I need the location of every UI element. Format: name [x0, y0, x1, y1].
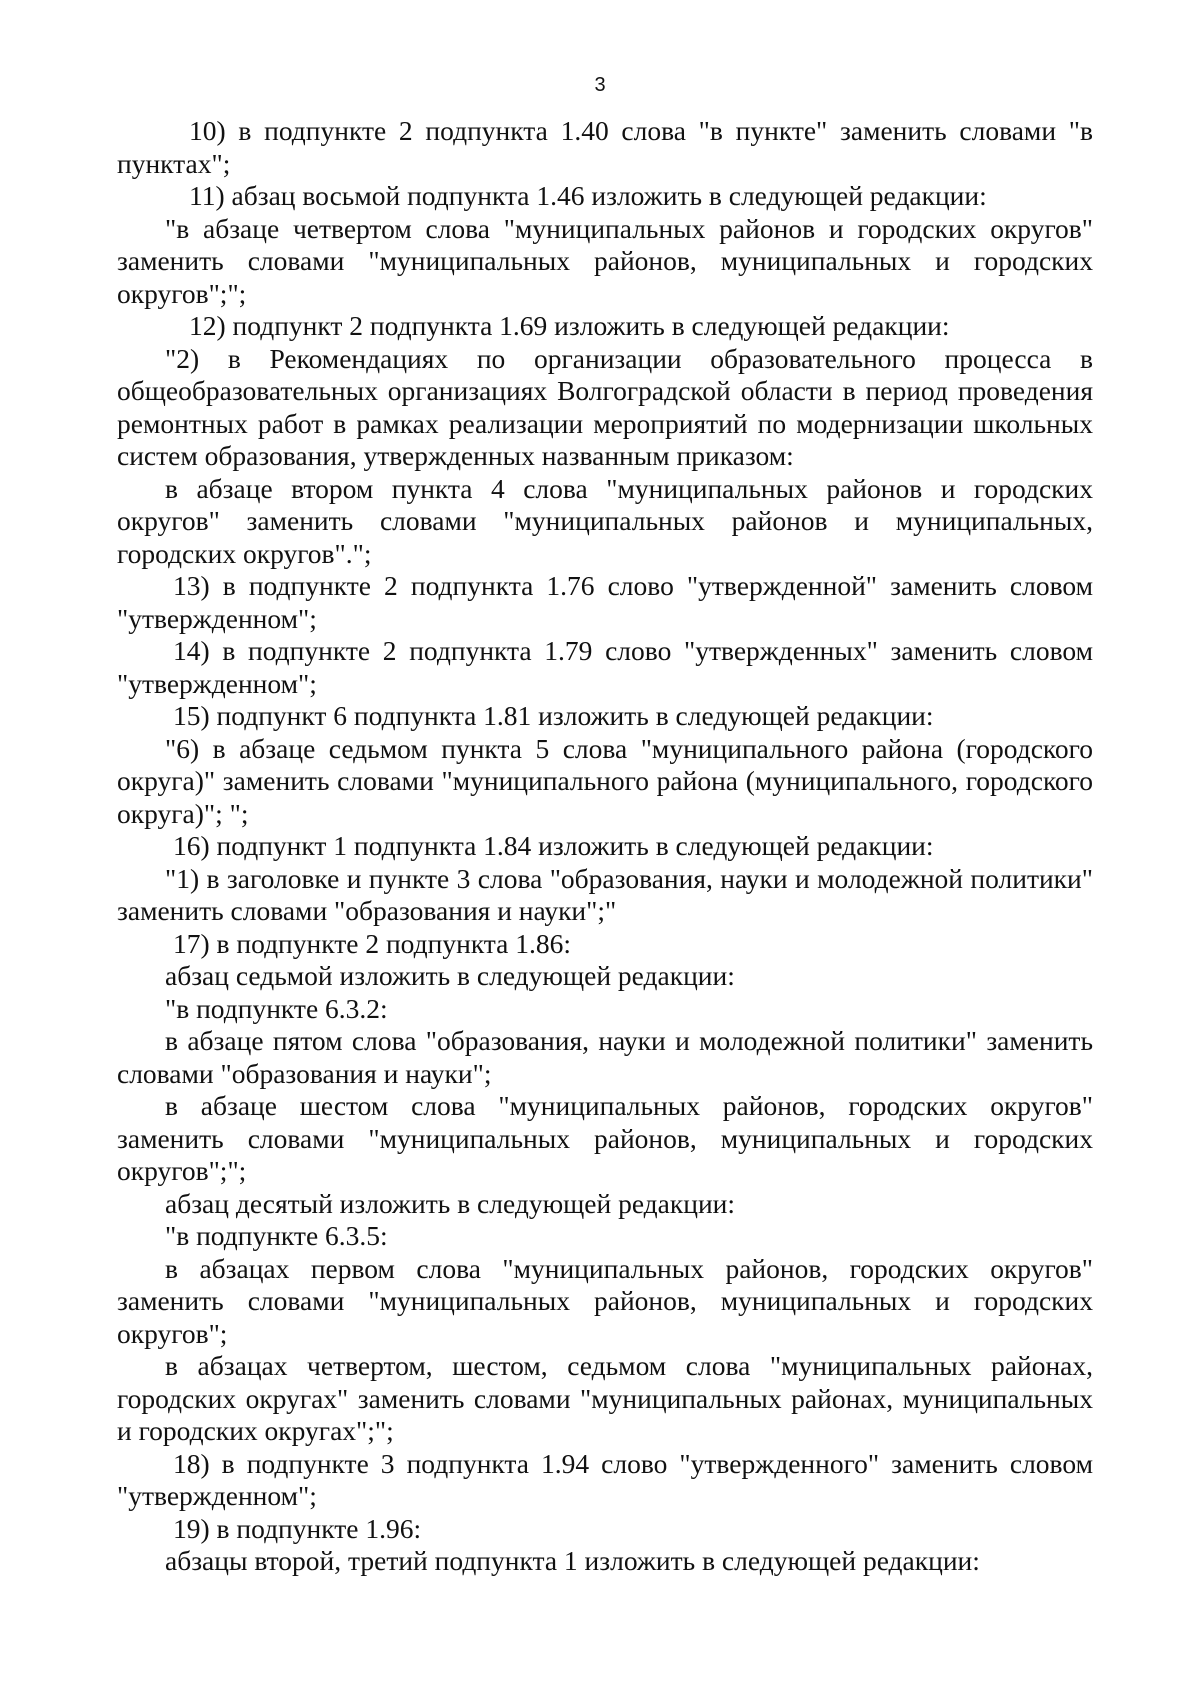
page-number: 3 [594, 74, 606, 96]
paragraph-item-12: 12) подпункт 2 подпункта 1.69 изложить в следующей редакции: [189, 310, 950, 341]
paragraph-item-13: 13) в подпункте 2 подпункта 1.76 слово "утвержденной" заменить словом "утвержденном"; [117, 570, 1093, 634]
paragraph-item-10: 10) в подпункте 2 подпункта 1.40 слова "в пункте" заменить словами "в пунктах"; [117, 115, 1093, 179]
paragraph-quote: "6) в абзаце седьмом пункта 5 слова "муниципального района (городского округа)" заменить словами "муниципального района (муниципального, городского округа)"; "; [117, 732, 1093, 829]
paragraph-quote: "в абзаце четвертом слова "муниципальных районов и городских округов" заменить словами "муниципальных районов, муниципальных и городских округов";"; [117, 212, 1093, 309]
paragraph-quote: "2) в Рекомендациях по организации образовательного процесса в общеобразовательных организациях Волгоградской области в период проведения ремонтных работ в рамках реализации мероприятий по модернизации школьных систем образования, утвержденных названным приказом: [117, 342, 1093, 471]
paragraph-text: в абзаце втором пункта 4 слова "муниципальных районов и городских округов" заменить словами "муниципальных районов и муниципальных, городских округов"."; [117, 472, 1093, 569]
paragraph-item-16: 16) подпункт 1 подпункта 1.84 изложить в следующей редакции: [173, 830, 934, 861]
paragraph-quote: "в подпункте 6.3.5: [165, 1220, 388, 1251]
paragraph-item-19: 19) в подпункте 1.96: [173, 1512, 422, 1544]
paragraph-text: в абзацах четвертом, шестом, седьмом слова "муниципальных районах, городских округах" заменить словами "муниципальных районах, муниципальных и городских округах";"; [117, 1350, 1093, 1446]
paragraph-text: абзацы второй, третий подпункта 1 изложить в следующей редакции: [165, 1545, 980, 1576]
paragraph-item-15: 15) подпункт 6 подпункта 1.81 изложить в следующей редакции: [173, 700, 934, 731]
paragraph-text: абзац десятый изложить в следующей редакции: [165, 1187, 736, 1219]
paragraph-item-14: 14) в подпункте 2 подпункта 1.79 слово "утвержденных" заменить словом "утвержденном"; [117, 635, 1093, 699]
paragraph-item-11: 11) абзац восьмой подпункта 1.46 изложить в следующей редакции: [189, 180, 987, 211]
paragraph-text: абзац седьмой изложить в следующей редакции: [165, 960, 735, 991]
paragraph-text: в абзаце шестом слова "муниципальных районов, городских округов" заменить словами "муниципальных районов, муниципальных и городских округов";"; [117, 1090, 1093, 1186]
paragraph-quote: "1) в заголовке и пункте 3 слова "образования, науки и молодежной политики" заменить словами "образования и науки";" [117, 862, 1093, 926]
paragraph-item-17: 17) в подпункте 2 подпункта 1.86: [173, 927, 572, 959]
document-body [117, 115, 1093, 1578]
paragraph-text: в абзацах первом слова "муниципальных районов, городских округов" заменить словами "муниципальных районов, муниципальных и городских округов"; [117, 1252, 1093, 1349]
paragraph-item-18: 18) в подпункте 3 подпункта 1.94 слово "утвержденного" заменить словом "утвержденном"; [117, 1447, 1093, 1511]
paragraph-quote: "в подпункте 6.3.2: [165, 992, 388, 1024]
paragraph-text: в абзаце пятом слова "образования, науки и молодежной политики" заменить словами "образования и науки"; [117, 1025, 1093, 1089]
